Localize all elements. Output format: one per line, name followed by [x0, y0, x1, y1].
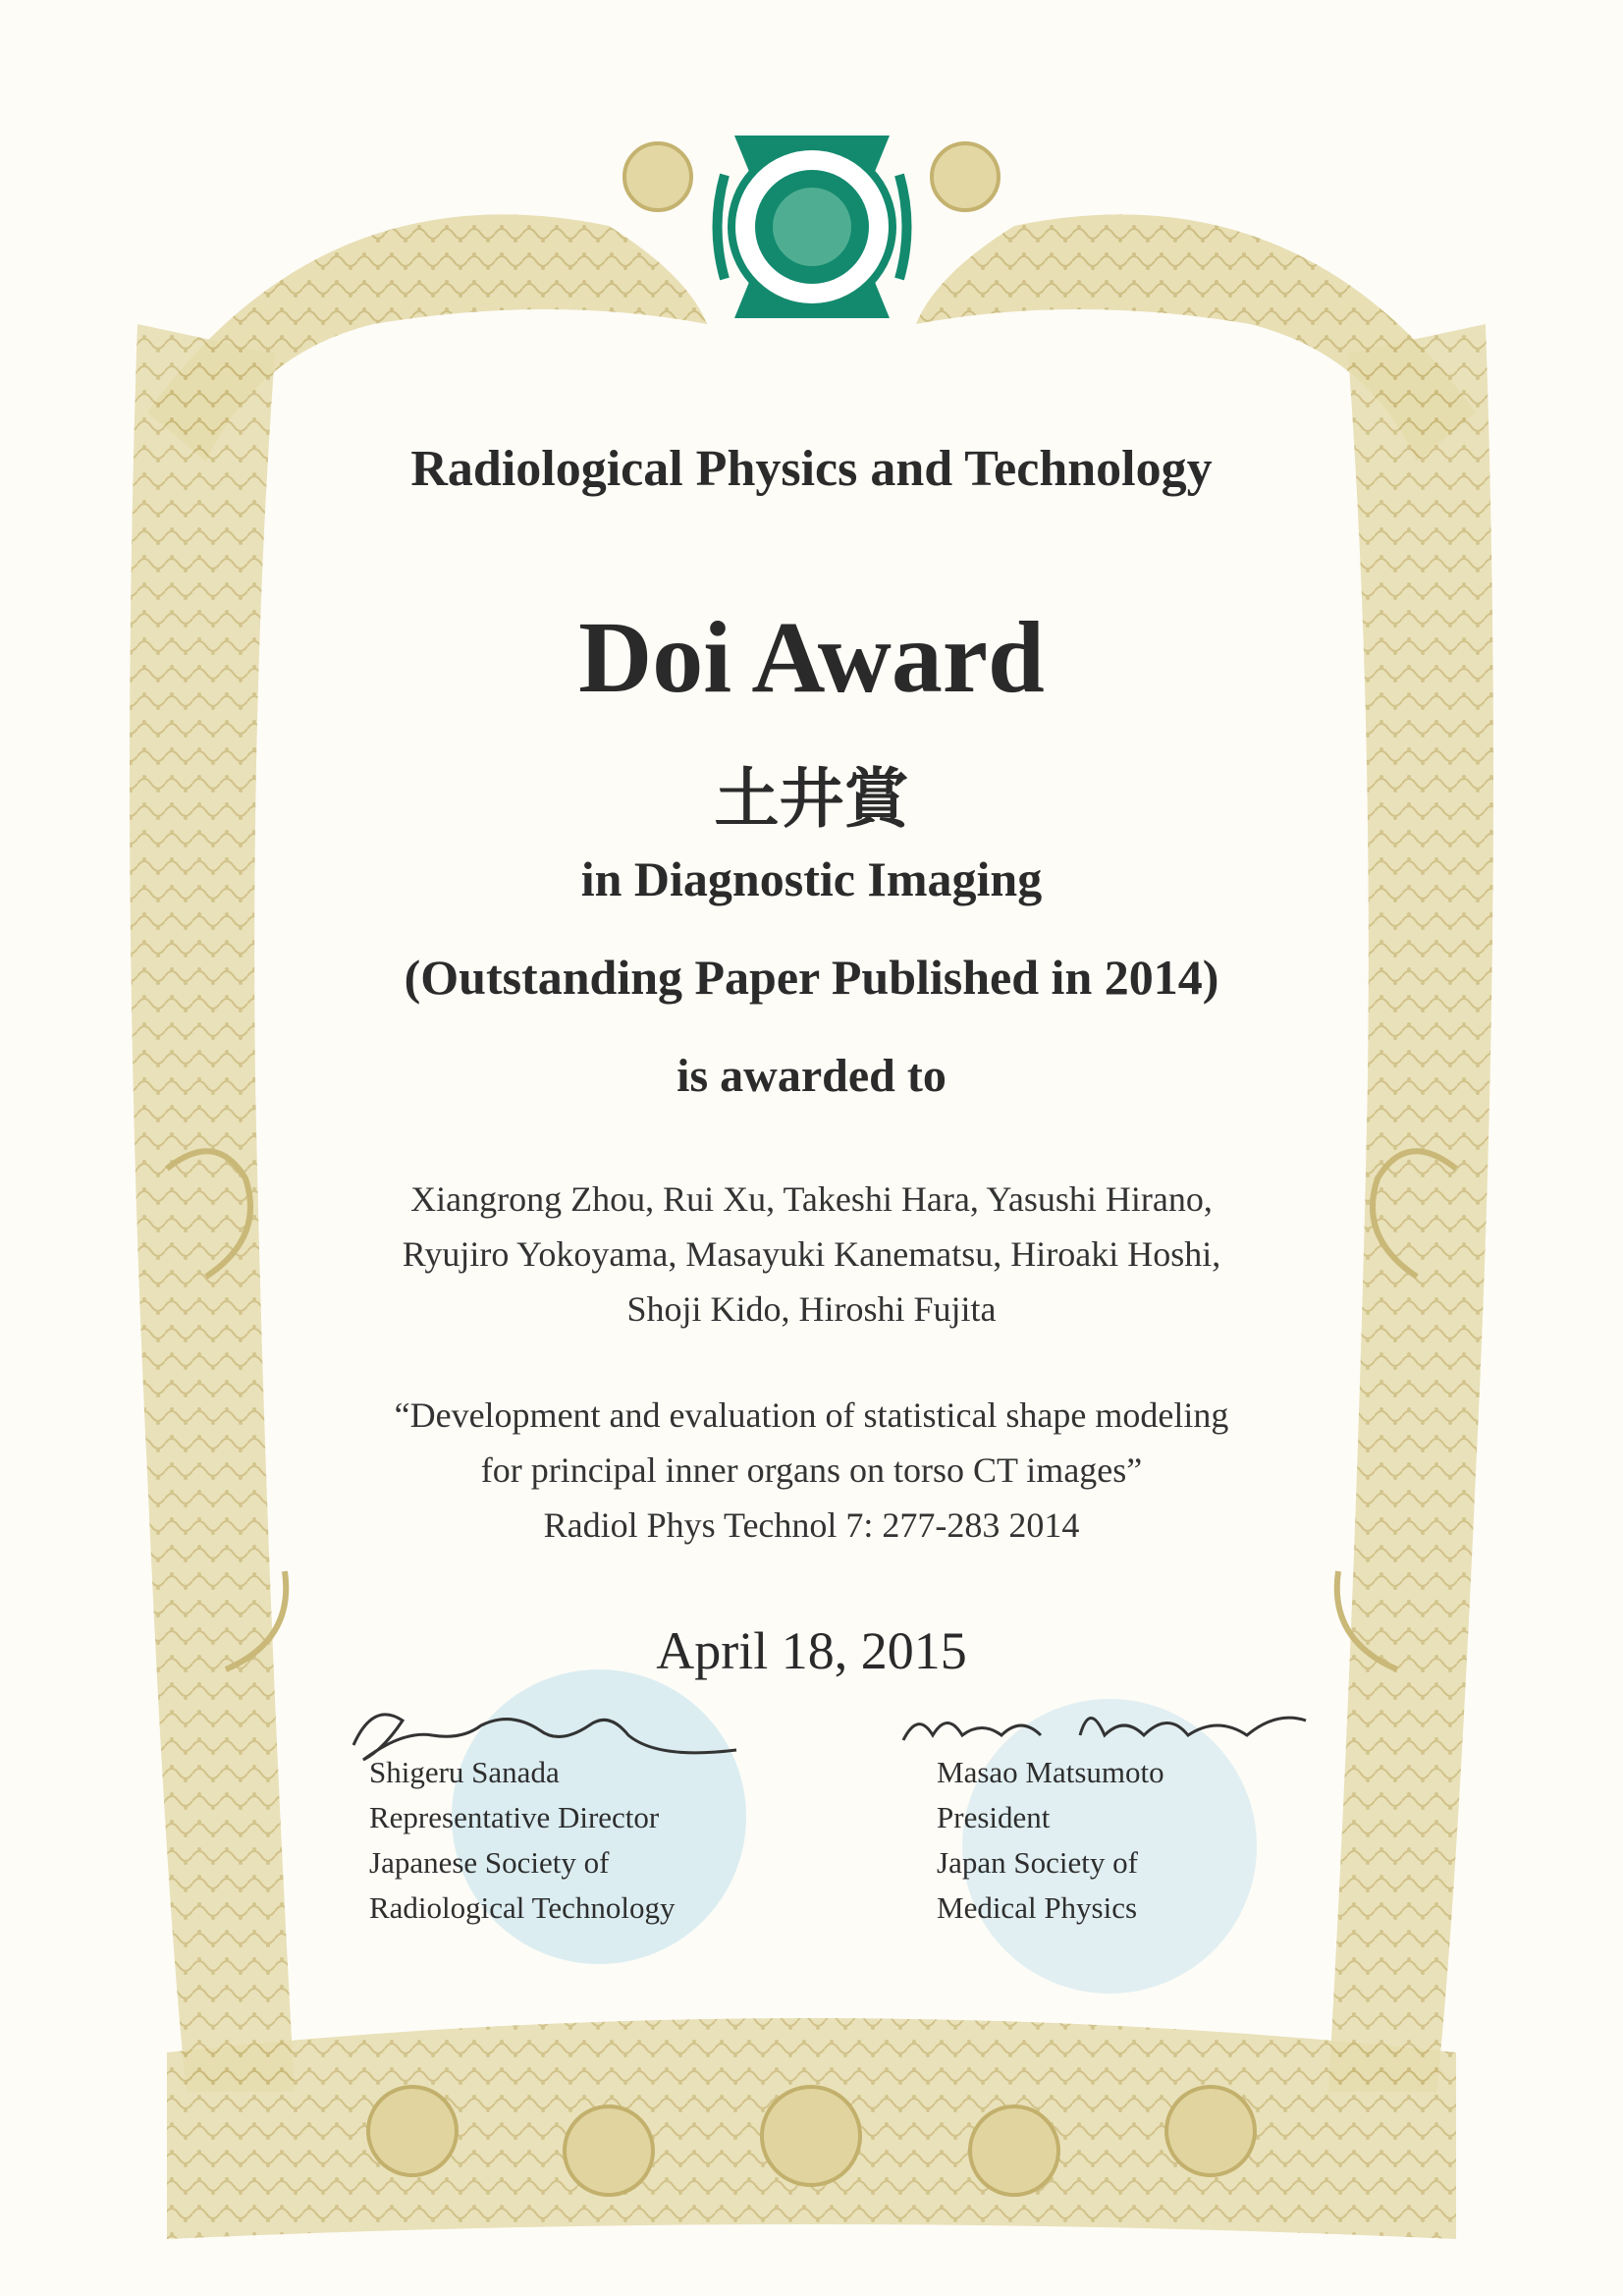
signatory-org-line1: Japanese Society of [369, 1845, 610, 1880]
signatory-role: Representative Director [369, 1800, 660, 1834]
paper-title-line1: “Development and evaluation of statistical shape modeling [394, 1395, 1229, 1435]
signatory-role: President [937, 1800, 1051, 1834]
paper-citation: Radiol Phys Technol 7: 277-283 2014 [543, 1505, 1080, 1545]
signatory-org-line2: Medical Physics [937, 1890, 1138, 1925]
award-title: Doi Award [578, 601, 1045, 714]
signatory-org-line2: Radiological Technology [369, 1890, 676, 1925]
signatory-left [369, 1750, 676, 1931]
awarded-to-label: is awarded to [676, 1050, 947, 1102]
signatory-name: Masao Matsumoto [937, 1755, 1164, 1789]
award-field: in Diagnostic Imaging [580, 851, 1043, 906]
authors-line: Shoji Kido, Hiroshi Fujita [626, 1289, 997, 1329]
award-description: (Outstanding Paper Published in 2014) [404, 950, 1219, 1005]
award-date: April 18, 2015 [656, 1621, 967, 1680]
paper-title-line2: for principal inner organs on torso CT images” [480, 1450, 1143, 1490]
award-title-japanese: 土井賞 [714, 761, 909, 837]
signatory-name: Shigeru Sanada [369, 1755, 560, 1789]
signatory-right [937, 1750, 1164, 1931]
journal-title: Radiological Physics and Technology [410, 441, 1213, 497]
society-emblem-icon [705, 116, 919, 338]
authors-line: Ryujiro Yokoyama, Masayuki Kanematsu, Hiroaki Hoshi, [402, 1234, 1221, 1274]
authors-line: Xiangrong Zhou, Rui Xu, Takeshi Hara, Yasushi Hirano, [410, 1179, 1213, 1219]
signatory-org-line1: Japan Society of [937, 1845, 1138, 1880]
